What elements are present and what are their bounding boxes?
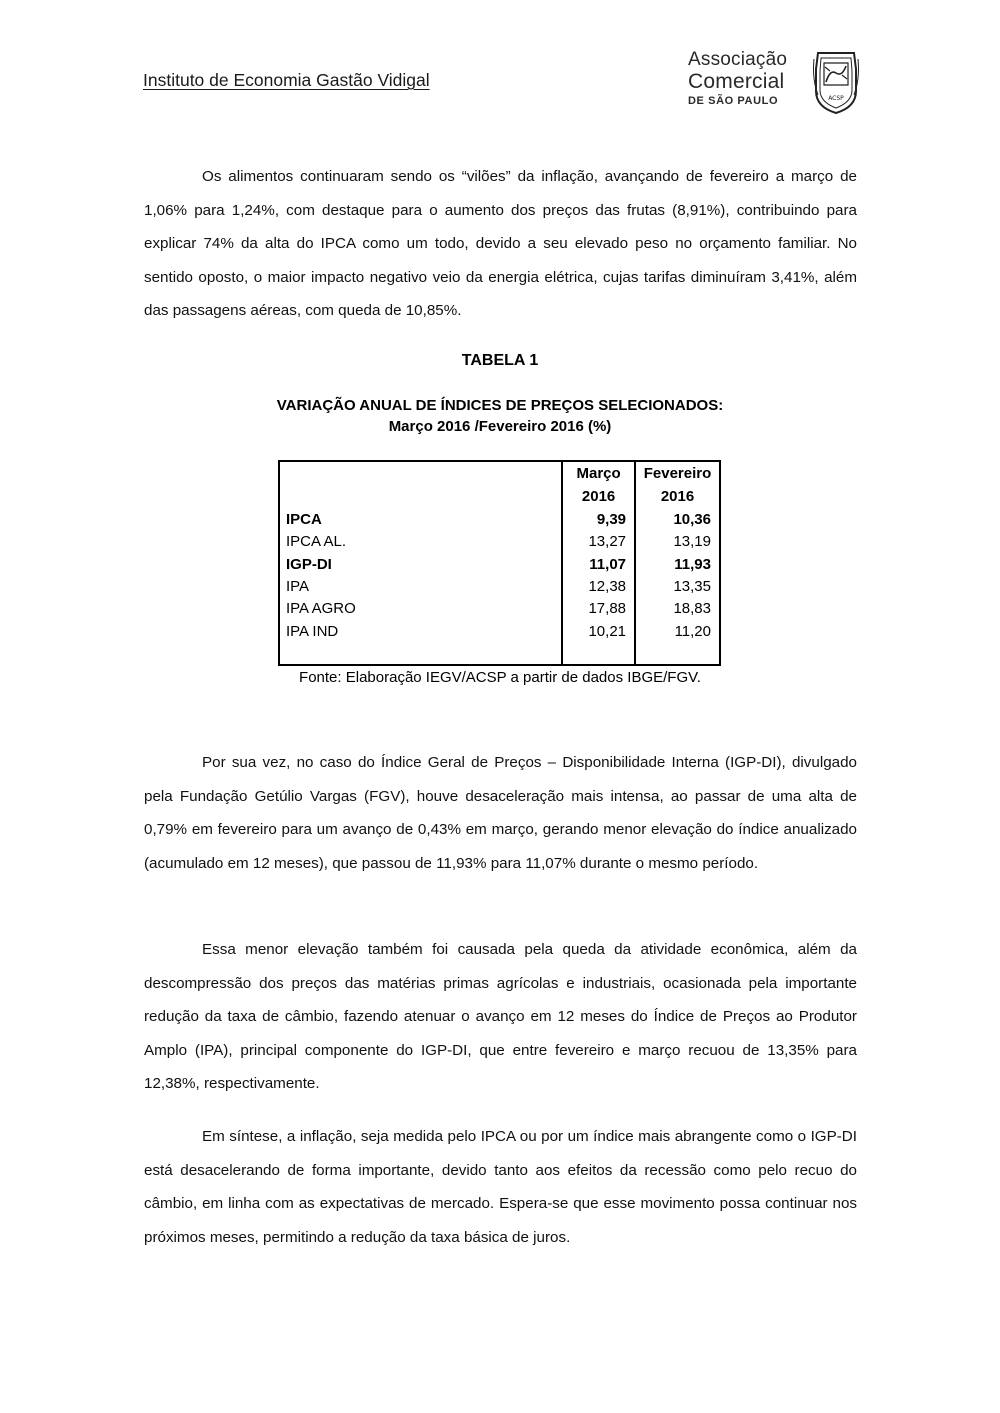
table-subtitle: VARIAÇÃO ANUAL DE ÍNDICES DE PREÇOS SELECIONADOS: [276, 397, 724, 414]
paragraph-igp-di: Por sua vez, no caso do Índice Geral de Preços – Disponibilidade Interna (IGP-DI), divulgado pela Fundação Getúlio Vargas (FGV), houve desaceleração mais intensa, ao passar de uma alta de 0,79% em fevereiro para um avanço de 0,43% em março, gerando menor elevação do índice anualizado (acumulado em 12 meses), que passou de 11,93% para 11,07% durante o mesmo período. [144, 754, 857, 872]
header-empty-cell [279, 461, 562, 509]
paragraph-menor-elevacao: Essa menor elevação também foi causada pela queda da atividade econômica, além da descompressão dos preços das matérias primas agrícolas e industriais, ocasionada pela importante redução da taxa de câmbio, fazendo atenuar o avanço em 12 meses do Índice de Preços ao Produtor Amplo (IPA), principal componente do IGP-DI, que entre fevereiro e março recuou de 13,35% para 12,38%, respectivamente. [144, 941, 857, 1092]
logo-line-associacao: Associação [688, 49, 788, 70]
logo-text [688, 49, 808, 109]
row-label: IPA AGRO [286, 600, 356, 618]
logo-line-comercial: Comercial [688, 70, 785, 93]
table-row [279, 576, 720, 598]
table-row [279, 531, 720, 553]
intro-paragraph: Os alimentos continuaram sendo os “vilões” da inflação, avançando de fevereiro a março de 1,06% para 1,24%, com destaque para o aumento dos preços das frutas (8,91%), contribuindo para explicar 74% da alta do IPCA como um todo, devido a seu elevado peso no orçamento familiar. No sentido oposto, o maior impacto negativo veio da energia elétrica, cujas tarifas diminuíram 3,41%, além das passagens aéreas, com queda de 10,85%. [144, 168, 857, 319]
table-title: TABELA 1 [461, 352, 539, 369]
intro-paragraph-block [144, 160, 857, 328]
table-period: Março 2016 /Fevereiro 2016 (%) [388, 418, 612, 435]
value-fevereiro: 13,19 [635, 531, 720, 553]
paragraph-sintese: Em síntese, a inflação, seja medida pelo IPCA ou por um índice mais abrangente como o IGP-DI está desacelerando de forma importante, devido tanto aos efeitos da recessão como pelo recuo do câmbio, em linha com as expectativas de mercado. Espera-se que esse movimento possa continuar nos próximos meses, permitindo a redução da taxa básica de juros. [144, 1128, 857, 1246]
table-spacer-row [279, 643, 720, 665]
table-source: Fonte: Elaboração IEGV/ACSP a partir de dados IBGE/FGV. [299, 669, 701, 686]
table-row [279, 598, 720, 620]
row-label: IPCA AL. [286, 533, 347, 551]
value-fevereiro: 18,83 [635, 598, 720, 620]
value-fevereiro: 13,35 [635, 576, 720, 598]
value-fevereiro: 11,20 [635, 621, 720, 643]
value-marco: 10,21 [562, 621, 635, 643]
row-label: IPA IND [286, 622, 339, 640]
value-fevereiro: 10,36 [635, 509, 720, 531]
value-marco: 17,88 [562, 598, 635, 620]
column-header-marco: Março 2016 [562, 461, 635, 509]
value-marco: 13,27 [562, 531, 635, 553]
value-marco: 9,39 [562, 509, 635, 531]
table-row [279, 554, 720, 576]
table-header-row [279, 461, 720, 509]
value-fevereiro: 11,93 [635, 554, 720, 576]
value-marco: 12,38 [562, 576, 635, 598]
value-marco: 11,07 [562, 554, 635, 576]
paragraph-igp-di-block [144, 746, 857, 880]
table-row [279, 509, 720, 531]
row-label: IPA [286, 577, 310, 595]
acsp-seal-icon [810, 49, 862, 115]
row-label: IGP-DI [286, 555, 332, 573]
paragraph-menor-elevacao-block [144, 933, 857, 1101]
table-row [279, 621, 720, 643]
row-label: IPCA [286, 510, 322, 528]
seal-text: ACSP [828, 95, 844, 102]
price-index-table [278, 460, 721, 666]
logo-line-sao-paulo: DE SÃO PAULO [688, 95, 779, 107]
column-header-fevereiro: Fevereiro 2016 [635, 461, 720, 509]
institute-name: Instituto de Economia Gastão Vidigal [143, 70, 430, 90]
paragraph-sintese-block [144, 1120, 857, 1254]
acsp-logo [688, 49, 863, 117]
